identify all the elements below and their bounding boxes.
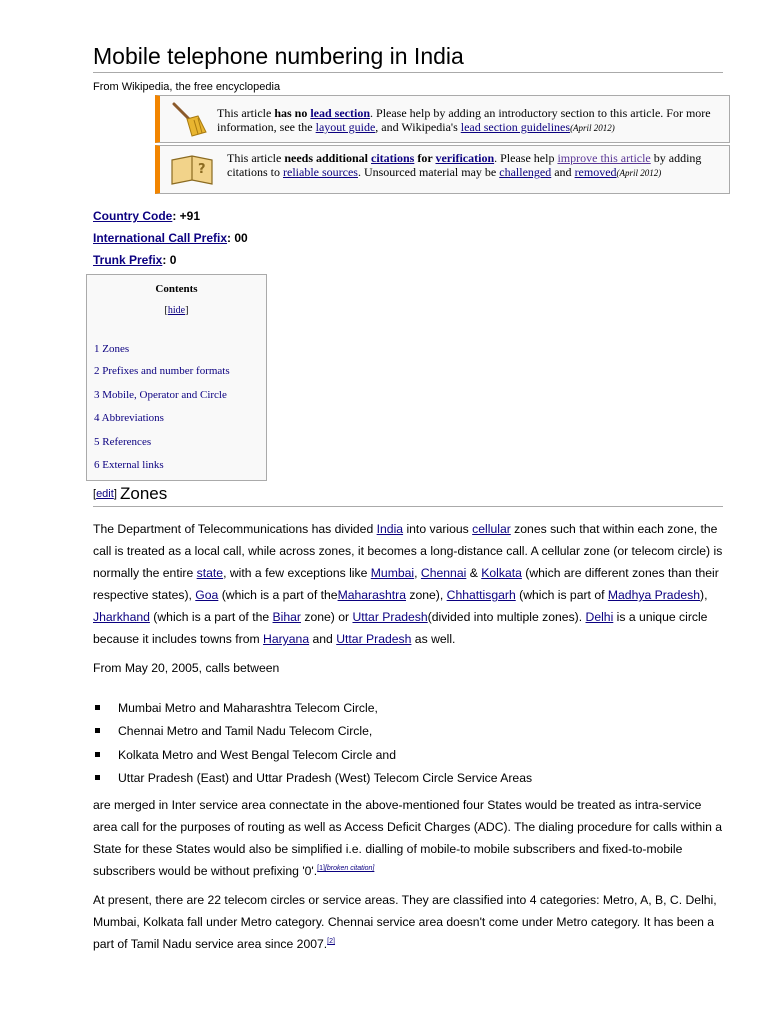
link-delhi[interactable]: Delhi bbox=[585, 610, 614, 624]
bullet-square-icon bbox=[95, 728, 100, 733]
link-cellular[interactable]: cellular bbox=[472, 522, 511, 536]
link-kolkata[interactable]: Kolkata bbox=[481, 566, 522, 580]
link-india[interactable]: India bbox=[376, 522, 404, 536]
link-goa[interactable]: Goa bbox=[195, 588, 219, 602]
lead-section-guidelines-link[interactable]: lead section guidelines bbox=[460, 120, 571, 134]
broom-icon bbox=[170, 102, 208, 138]
improve-article-link[interactable]: improve this article bbox=[557, 151, 651, 165]
link-mumbai[interactable]: Mumbai bbox=[370, 566, 415, 580]
citations-notice bbox=[155, 145, 730, 194]
link-chhattisgarh[interactable]: Chhattisgarh bbox=[446, 588, 516, 602]
toc-item-references[interactable]: 5 References bbox=[94, 436, 152, 448]
notice-text: This article has no lead section. Please help by adding an introductory section to this article. For more information, see the layout guide, and Wikipedia's lead section guidelines(April 2012) bbox=[217, 106, 711, 134]
verification-link[interactable]: verification bbox=[435, 151, 495, 165]
toc-item-mobile-operator[interactable]: 3 Mobile, Operator and Circle bbox=[94, 389, 227, 401]
link-state[interactable]: state bbox=[196, 566, 224, 580]
bullet-square-icon bbox=[95, 775, 100, 780]
lead-section-notice bbox=[155, 95, 730, 143]
zones-paragraph: The Department of Telecommunications has divided India into various cellular zones such that within each zone, the call is treated as a local call, while across zones, it becomes a long-distance call. A cellular zone (or telecom circle) is normally the entire state, with a few exceptions like Mumbai, Chennai & Kolkata (which are different zones than their respective states), Goa (which is a part of theMaharashtra zone), Chhattisgarh (which is part of Madhya Pradesh), Jharkhand (which is a part of the Bihar zone) or Uttar Pradesh(divided into multiple zones). Delhi is a unique circle because it includes towns from Haryana and Uttar Pradesh as well. bbox=[93, 522, 723, 646]
link-bihar[interactable]: Bihar bbox=[272, 610, 301, 624]
country-code-link[interactable]: Country Code bbox=[93, 209, 173, 223]
link-jharkhand[interactable]: Jharkhand bbox=[93, 610, 150, 624]
book-question-icon bbox=[170, 152, 208, 188]
calls-intro-paragraph: From May 20, 2005, calls between bbox=[93, 661, 280, 675]
toc-item-prefixes[interactable]: 2 Prefixes and number formats bbox=[94, 365, 230, 377]
toc-hide-link[interactable]: hide bbox=[167, 305, 186, 316]
link-maharashtra[interactable]: Maharashtra bbox=[337, 588, 406, 602]
section-heading-zones bbox=[93, 484, 723, 507]
bullet-square-icon bbox=[95, 705, 100, 710]
toc-hide-toggle[interactable]: [hide] bbox=[164, 305, 189, 316]
page-title: Mobile telephone numbering in India bbox=[93, 42, 723, 73]
removed-link[interactable]: removed bbox=[574, 165, 617, 179]
toc-item-zones[interactable]: 1 Zones bbox=[94, 343, 130, 355]
site-subtitle: From Wikipedia, the free encyclopedia bbox=[93, 81, 281, 93]
citations-link[interactable]: citations bbox=[371, 151, 415, 165]
citation-2-link[interactable]: [2] bbox=[327, 938, 335, 945]
svg-text:?: ? bbox=[198, 162, 206, 177]
link-uttar-pradesh-2[interactable]: Uttar Pradesh bbox=[336, 632, 412, 646]
link-chennai[interactable]: Chennai bbox=[420, 566, 467, 580]
broken-citation-link[interactable]: [broken citation] bbox=[324, 865, 375, 872]
citation-1-link[interactable]: [1] bbox=[317, 865, 325, 872]
link-uttar-pradesh[interactable]: Uttar Pradesh bbox=[352, 610, 428, 624]
trunk-prefix-link[interactable]: Trunk Prefix bbox=[93, 253, 163, 267]
toc-item-abbreviations[interactable]: 4 Abbreviations bbox=[94, 412, 164, 424]
challenged-link[interactable]: challenged bbox=[499, 165, 552, 179]
lead-section-link[interactable]: lead section bbox=[310, 106, 371, 120]
link-madhya-pradesh[interactable]: Madhya Pradesh bbox=[607, 588, 701, 602]
layout-guide-link[interactable]: layout guide bbox=[315, 120, 376, 134]
toc-title: Contents bbox=[155, 283, 198, 295]
international-call-prefix-link[interactable]: International Call Prefix bbox=[93, 231, 228, 245]
trunk-prefix-line: Trunk Prefix: 0 bbox=[93, 253, 177, 267]
edit-link[interactable]: edit bbox=[96, 488, 114, 500]
link-haryana[interactable]: Haryana bbox=[263, 632, 310, 646]
country-code-line: Country Code: +91 bbox=[93, 209, 201, 223]
table-of-contents bbox=[86, 274, 267, 481]
edit-section[interactable]: [edit] bbox=[93, 488, 117, 500]
telecom-circles-paragraph: At present, there are 22 telecom circles or service areas. They are classified into 4 categories: Metro, A, B, C. Delhi, Mumbai, Kolkata fall under Metro category. Chennai service area doesn't come under Metro category. It has been a part of Tamil Nadu service area since 2007.[2] bbox=[93, 893, 717, 951]
toc-item-external-links[interactable]: 6 External links bbox=[94, 459, 164, 471]
notice-text: This article needs additional citations for verification. Please help improve this article by adding citations to reliable sources. Unsourced material may be challenged and removed(April 2012) bbox=[227, 151, 702, 179]
reliable-sources-link[interactable]: reliable sources bbox=[283, 165, 358, 179]
section-title: Zones bbox=[120, 484, 168, 503]
international-prefix-line: International Call Prefix: 00 bbox=[93, 231, 248, 245]
merged-areas-paragraph: are merged in Inter service area connectate in the above-mentioned four States would be treated as intra-service area call for the purposes of routing as well as Access Deficit Charges (ADC). The dialing procedure for calls within a State for these States would also be simplified i.e. dialling of mobile-to mobile subscribers and fixed-to-mobile subscribers would be without prefixing '0'.[1][broken citation] bbox=[93, 798, 723, 878]
bullet-square-icon bbox=[95, 752, 100, 757]
